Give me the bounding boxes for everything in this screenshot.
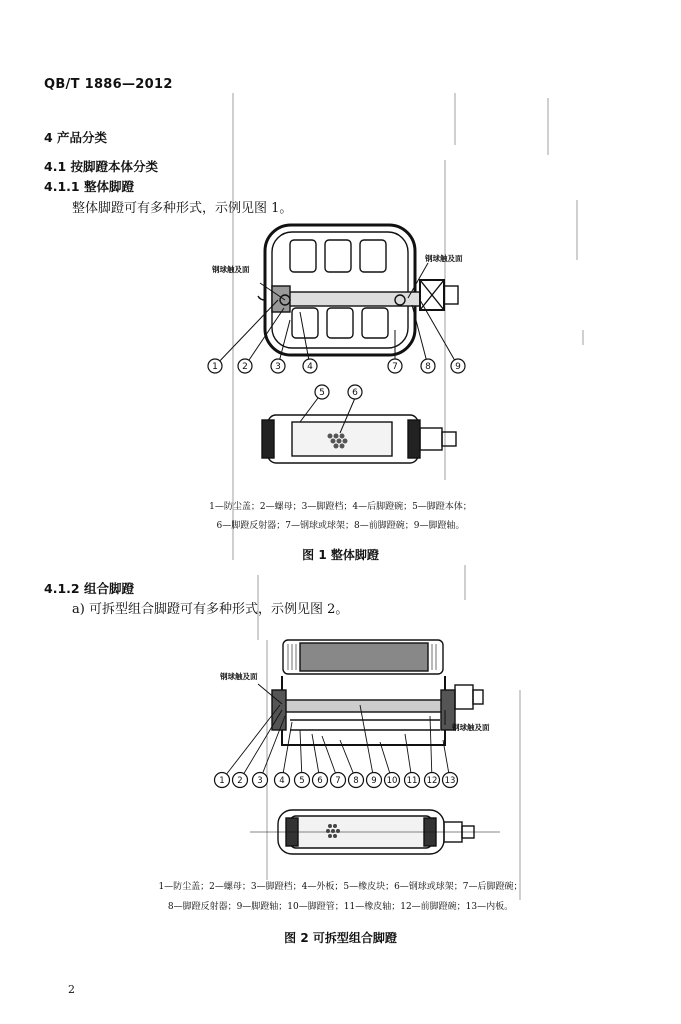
fig2-callout-1: 1 <box>219 776 225 786</box>
fig2-callout-3: 3 <box>257 776 263 786</box>
fig1-callout-3: 3 <box>275 362 281 372</box>
section-4-1-heading: 4.1 按脚蹬本体分类 <box>44 159 158 174</box>
fig1-callout-9: 9 <box>455 362 461 372</box>
fig2-contact-label-right: 钢球触及面 <box>452 723 490 732</box>
section-4-1-1-text: 整体脚蹬可有多种形式，示例见图 1。 <box>72 201 293 216</box>
fig1-legend-line2: 6—脚蹬反射器；7—钢球或球架；8—前脚蹬碗；9—脚蹬轴。 <box>216 521 465 531</box>
fig2-contact-label-left: 钢球触及面 <box>220 672 258 681</box>
page-number: 2 <box>68 983 75 996</box>
fig2-callout-11: 11 <box>406 776 418 786</box>
fig2-callout-10: 10 <box>386 776 398 786</box>
fig1-caption: 图 1 整体脚蹬 <box>302 548 379 562</box>
section-4-1-2-item-a: a) 可拆型组合脚蹬可有多种形式，示例见图 2。 <box>72 602 349 617</box>
section-4-heading: 4 产品分类 <box>44 130 108 145</box>
standard-number: QB/T 1886—2012 <box>44 77 173 92</box>
section-4-1-2-heading: 4.1.2 组合脚蹬 <box>44 581 134 596</box>
fig2-legend-line2: 8—脚蹬反射器；9—脚蹬轴；10—脚蹬管；11—橡皮轴；12—前脚蹬碗；13—内板。 <box>167 902 514 912</box>
fig2-callout-12: 12 <box>426 776 438 786</box>
fig1-callout-8: 8 <box>425 362 431 372</box>
fig1-callout-2: 2 <box>242 362 248 372</box>
fig1-legend-line1: 1—防尘盖；2—螺母；3—脚蹬档；4—后脚蹬碗；5—脚蹬本体； <box>209 502 472 512</box>
fig2-callout-13: 13 <box>444 776 456 786</box>
fig2-caption: 图 2 可拆型组合脚蹬 <box>284 931 397 945</box>
fig2-callout-2: 2 <box>237 776 243 786</box>
fig1-callout-6: 6 <box>352 388 358 398</box>
fig1-contact-label-right: 钢球触及面 <box>425 254 463 263</box>
fig2-callout-5: 5 <box>299 776 305 786</box>
fig1-contact-label-left: 钢球触及面 <box>212 265 250 274</box>
fig2-callout-7: 7 <box>335 776 341 786</box>
fig1-callout-5: 5 <box>319 388 325 398</box>
fig1-callout-4: 4 <box>307 362 313 372</box>
fig2-callout-9: 9 <box>371 776 377 786</box>
fig2-callout-4: 4 <box>279 776 285 786</box>
section-4-1-1-heading: 4.1.1 整体脚蹬 <box>44 179 134 194</box>
fig1-callout-7: 7 <box>392 362 398 372</box>
fig2-callout-6: 6 <box>317 776 323 786</box>
fig2-legend-line1: 1—防尘盖；2—螺母；3—脚蹬档；4—外板；5—橡皮块；6—钢球或球架；7—后脚蹬碗； <box>158 882 523 892</box>
fig1-callout-1: 1 <box>212 362 218 372</box>
fig2-callout-8: 8 <box>353 776 359 786</box>
